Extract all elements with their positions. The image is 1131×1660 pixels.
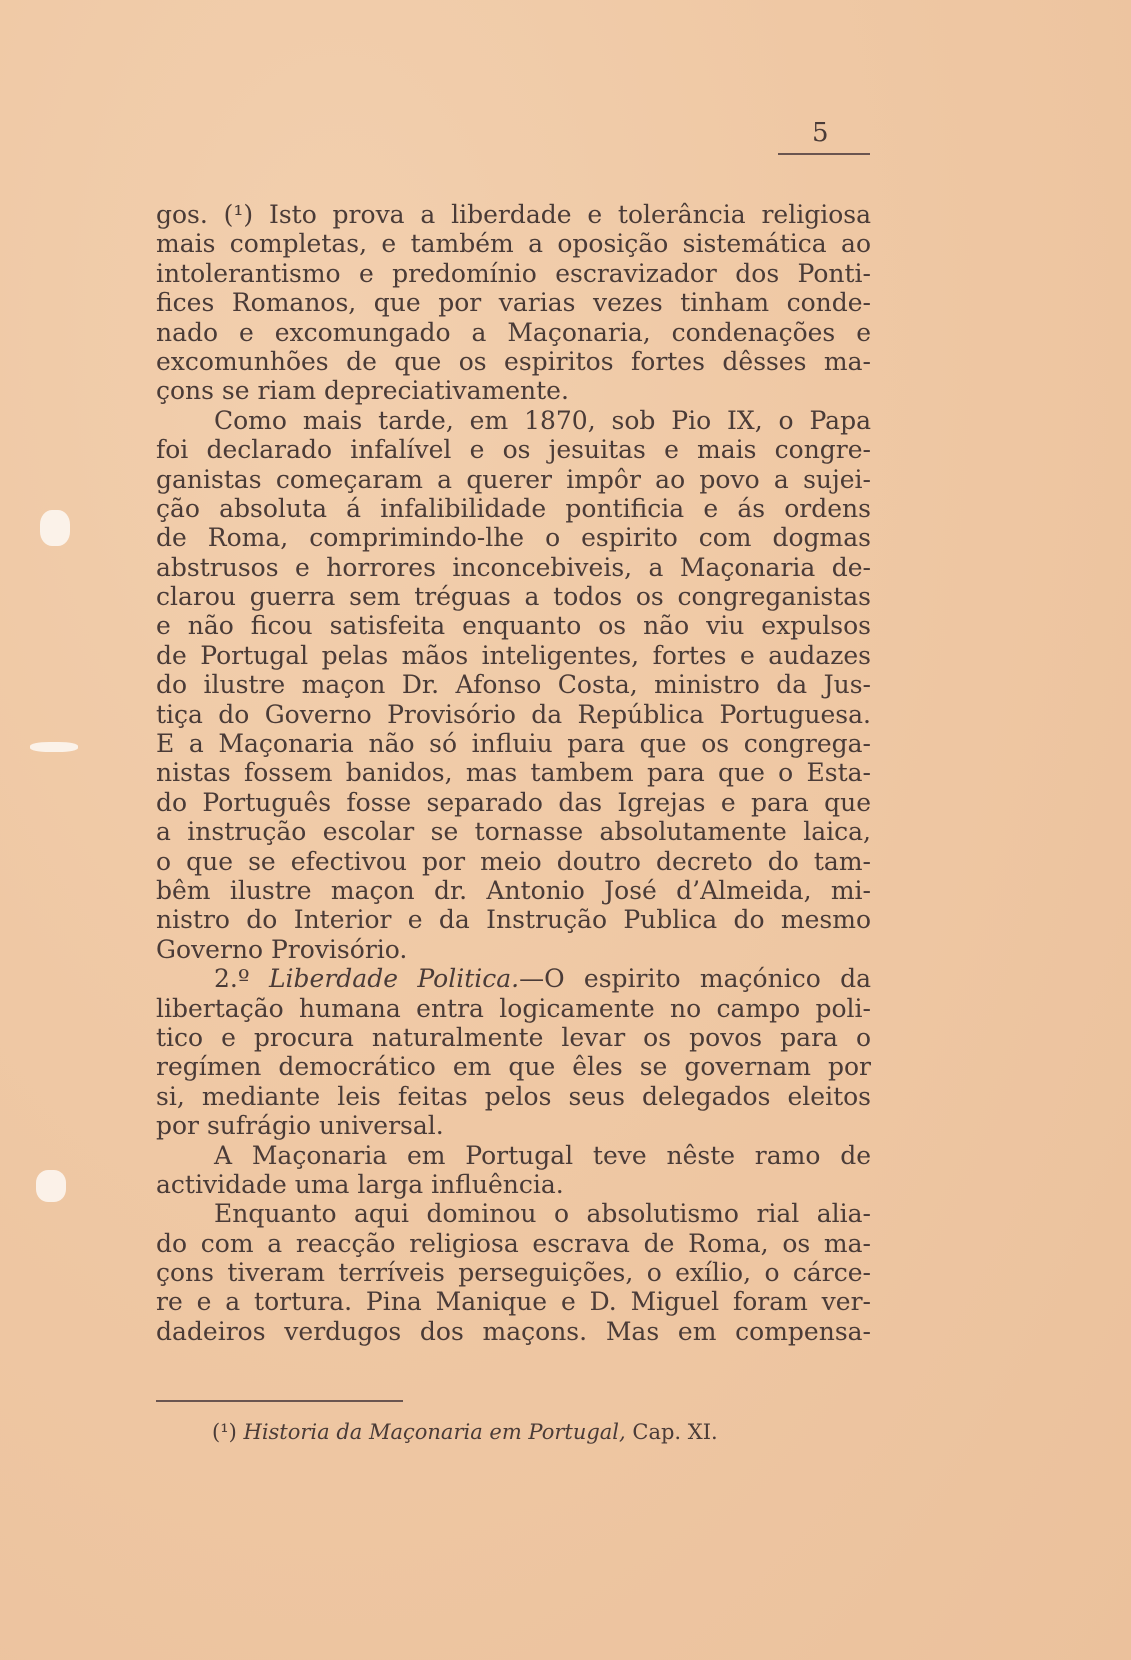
text-line: ção absoluta á infalibilidade pontificia e ás ordens <box>156 493 871 523</box>
text-line: Enquanto aqui dominou o absolutismo rial alia- <box>214 1199 871 1229</box>
footnote <box>212 1420 718 1444</box>
text-line: gos. (¹) Isto prova a liberdade e tolerância religiosa <box>156 200 871 229</box>
text-line: de Portugal pelas mãos inteligentes, fortes e audazes <box>156 640 871 670</box>
text-line: libertação humana entra logicamente no campo poli- <box>156 993 871 1023</box>
text-line: nistas fossem banidos, mas tambem para que o Esta- <box>156 758 871 788</box>
text-line: çons se riam depreciativamente. <box>156 376 569 406</box>
text-line: a instrução escolar se tornasse absolutamente laica, <box>156 817 871 847</box>
text-line: re e a tortura. Pina Manique e D. Miguel foram ver- <box>156 1287 871 1317</box>
text-line: dadeiros verdugos dos maçons. Mas em compensa- <box>156 1316 871 1346</box>
footnote-rule <box>156 1400 403 1402</box>
text-line: E a Maçonaria não só influiu para que os congrega- <box>156 729 871 759</box>
text-line: nistro do Interior e da Instrução Publica do mesmo <box>156 905 871 935</box>
text-line: de Roma, comprimindo-lhe o espirito com dogmas <box>156 523 871 553</box>
text-line: foi declarado infalível e os jesuitas e mais congre- <box>156 435 871 465</box>
text-line: abstrusos e horrores inconcebiveis, a Maçonaria de- <box>156 552 871 582</box>
text-line: do Português fosse separado das Igrejas e para que <box>156 787 871 817</box>
page-number: 5 <box>812 118 830 148</box>
text-line: do com a reacção religiosa escrava de Roma, os ma- <box>156 1228 871 1258</box>
text-line: excomunhões de que os espiritos fortes dêsses ma- <box>156 346 871 376</box>
text-line: intolerantismo e predomínio escravizador dos Ponti- <box>156 258 871 288</box>
text-line: bêm ilustre maçon dr. Antonio José d’Almeida, mi- <box>156 875 871 905</box>
footnote-rest: Cap. XI. <box>632 1420 718 1444</box>
text-line: nado e excomungado a Maçonaria, condenações e <box>156 317 871 347</box>
paper-stain <box>36 1170 66 1202</box>
text-line <box>156 964 871 993</box>
text-line: ganistas começaram a querer impôr ao povo a sujei- <box>156 464 871 494</box>
text-line: Governo Provisório. <box>156 934 408 964</box>
text-line: o que se efectivou por meio doutro decreto do tam- <box>156 846 871 876</box>
text-line: por sufrágio universal. <box>156 1111 444 1141</box>
footnote-title: Historia da Maçonaria em Portugal, <box>243 1420 626 1444</box>
body-text <box>156 200 871 1346</box>
paper-stain <box>30 742 78 752</box>
text-line: mais completas, e também a oposição sistemática ao <box>156 229 871 259</box>
section-heading: Liberdade Politica. <box>268 964 520 994</box>
text-line: si, mediante leis feitas pelos seus delegados eleitos <box>156 1081 871 1111</box>
text-line: do ilustre maçon Dr. Afonso Costa, ministro da Jus- <box>156 670 871 700</box>
page-number-rule <box>778 153 870 155</box>
footnote-marker: (¹) <box>212 1420 237 1444</box>
text-line: tico e procura naturalmente levar os povos para o <box>156 1022 871 1052</box>
text-line: regímen democrático em que êles se governam por <box>156 1052 871 1082</box>
paper-stain <box>40 510 70 546</box>
section-number: 2.º <box>214 964 250 994</box>
text-line: actividade uma larga influência. <box>156 1169 564 1199</box>
text-line: çons tiveram terríveis perseguições, o exílio, o cárce- <box>156 1258 871 1288</box>
text-line: fices Romanos, que por varias vezes tinham conde- <box>156 288 871 318</box>
text-line: e não ficou satisfeita enquanto os não viu expulsos <box>156 611 871 641</box>
text-line: Como mais tarde, em 1870, sob Pio IX, o Papa <box>214 405 871 435</box>
section-text: —O espirito maçónico da <box>519 964 871 994</box>
text-line: clarou guerra sem tréguas a todos os congreganistas <box>156 582 871 612</box>
text-line: A Maçonaria em Portugal teve nêste ramo de <box>214 1140 871 1170</box>
text-line: tiça do Governo Provisório da República Portuguesa. <box>156 699 871 729</box>
